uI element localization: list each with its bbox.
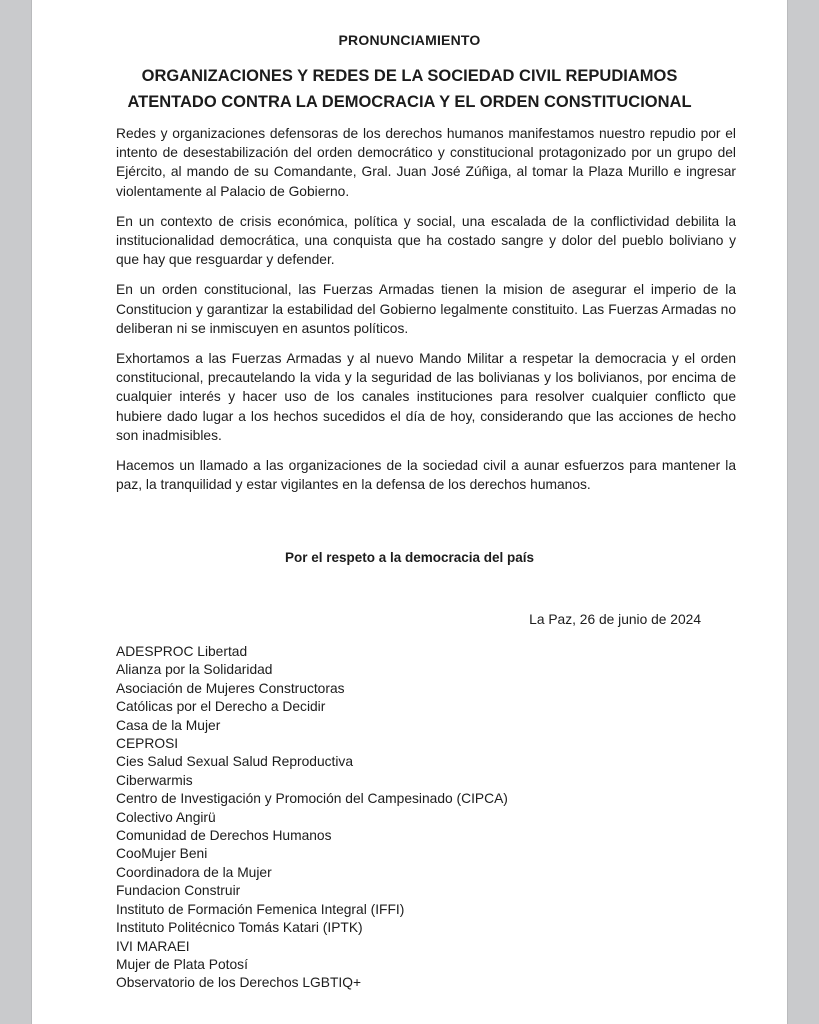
signatory: Mujer de Plata Potosí [116, 956, 248, 972]
signatories-list [116, 643, 508, 993]
signatory: CEPROSI [116, 736, 179, 752]
body-paragraph: En un orden constitucional, las Fuerzas Armadas tienen la mision de asegurar el imperio de la Constitucion y garantizar la estabilidad del Gobierno legalmente constituito. Las Fuerzas Armadas no deliberan ni se inmiscuyen en asuntos políticos. [116, 282, 736, 336]
document-label: PRONUNCIAMIENTO [338, 32, 481, 48]
headline-line: ATENTADO CONTRA LA DEMOCRACIA Y EL ORDEN CONSTITUCIONAL [127, 93, 692, 111]
signatory: Alianza por la Solidaridad [116, 662, 273, 678]
signatory: ADESPROC Libertad [116, 644, 248, 659]
document-body [116, 124, 736, 505]
headline-line: ORGANIZACIONES Y REDES DE LA SOCIEDAD CIVIL REPUDIAMOS [141, 67, 678, 85]
signatory: Colectivo Angirü [116, 809, 216, 825]
signatory: Observatorio de los Derechos LGBTIQ+ [116, 975, 362, 991]
place-date: La Paz, 26 de junio de 2024 [529, 612, 701, 627]
signatory: Instituto de Formación Femenica Integral (IFFI) [116, 901, 405, 917]
signatory: Instituto Politécnico Tomás Katari (IPTK) [116, 920, 363, 936]
signatory: CooMujer Beni [116, 846, 208, 862]
signatory: Coordinadora de la Mujer [116, 864, 272, 880]
body-paragraph: Exhortamos a las Fuerzas Armadas y al nuevo Mando Militar a respetar la democracia y el orden constitucional, precautelando la vida y la seguridad de las bolivianas y los bolivianos, por encima de cualquier interés y hacer uso de los canales instituciones para resolver cualquier conflicto que hubiere dado lugar a los hechos sucedidos el día de hoy, considerando que las acciones de hecho son inadmisibles. [116, 351, 736, 443]
document-page [32, 0, 787, 1024]
signatory: Centro de Investigación y Promoción del Campesinado (CIPCA) [116, 791, 508, 807]
signatory: IVI MARAEI [116, 938, 190, 954]
closing-statement: Por el respeto a la democracia del país [284, 550, 535, 565]
signatory: Cies Salud Sexual Salud Reproductiva [116, 754, 353, 770]
signatory: Católicas por el Derecho a Decidir [116, 699, 326, 715]
signatory: Comunidad de Derechos Humanos [116, 828, 332, 844]
document-headline [72, 63, 747, 115]
signatory: Ciberwarmis [116, 772, 193, 788]
signatory: Casa de la Mujer [116, 717, 221, 733]
body-paragraph: En un contexto de crisis económica, política y social, una escalada de la conflictividad debilita la institucionalidad democrática, una conquista que ha costado sangre y dolor del pueblo boliviano y que hay que resguardar y defender. [116, 213, 736, 268]
signatory: Fundacion Construir [116, 883, 241, 899]
signatory: Asociación de Mujeres Constructoras [116, 680, 345, 696]
body-paragraph: Hacemos un llamado a las organizaciones de la sociedad civil a aunar esfuerzos para mantener la paz, la tranquilidad y estar vigilantes en la defensa de los derechos humanos. [116, 458, 736, 493]
body-paragraph: Redes y organizaciones defensoras de los derechos humanos manifestamos nuestro repudio por el intento de desestabilización del orden democrático y constitucional protagonizado por un grupo del Ejército, al mando de su Comandante, Gral. Juan José Zúñiga, al tomar la Plaza Murillo e ingresar violentamente al Palacio de Gobierno. [116, 126, 736, 199]
